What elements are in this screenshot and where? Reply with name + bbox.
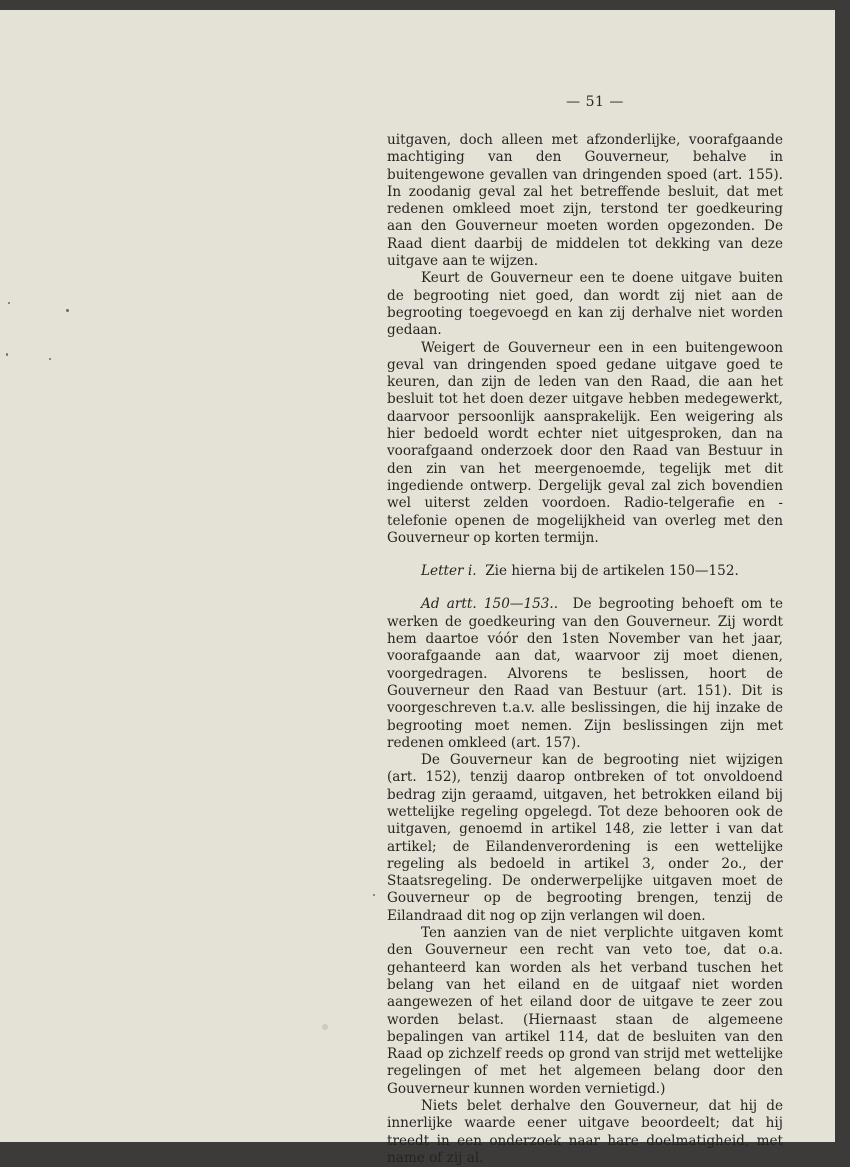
paragraph-ad-artt-lead: Ad artt. 150—153.. (421, 596, 559, 613)
paragraph-8: Niets belet derhalve den Gouverneur, dat hij de innerlijke waarde eener uitgave beoordeelt; dat hij treedt in een onderzoek naar hare doelmatigheid, met name of zij al. (387, 1098, 783, 1166)
paragraph-ad-artt (387, 596, 783, 752)
page-number: — 51 — (566, 94, 624, 110)
document-page (0, 10, 835, 1166)
paragraph-2: Keurt de Gouverneur een te doene uitgave buiten de begrooting niet goed, dan wordt zij niet aan de begrooting toegevoegd en kan zij derhalve niet worden gedaan. (387, 270, 783, 339)
paragraph-1: uitgaven, doch alleen met afzonderlijke, voorafgaande machtiging van den Gouverneur, behalve in buitengewone gevallen van dringenden spoed (art. 155). In zoodanig geval zal het betreffende besluit, dat met redenen omkleed moet zijn, terstond ter goedkeuring aan den Gouverneur moeten worden opgezonden. De Raad dient daarbij de middelen tot dekking van deze uitgave aan te wijzen. (387, 132, 783, 270)
paper-speck (322, 1024, 328, 1030)
body-text (387, 132, 783, 1167)
paragraph-7: Ten aanzien van de niet verplichte uitgaven komt den Gouverneur een recht van veto toe, dat o.a. gehanteerd kan worden als het verband tuschen het belang van het eiland en de uitgaaf niet worden aangewezen of het eiland door de uitgave te zeer zou worden belast. (Hiernaast staan de algemeene bepalingen van artikel 114, dat de besluiten van den Raad op zichzelf reeds op grond van strijd met wettelijke regelingen of met het algemeen belang door den Gouverneur kunnen worden vernietigd.) (387, 925, 783, 1097)
paper-speck (49, 358, 51, 360)
paragraph-3: Weigert de Gouverneur een in een buitengewoon geval van dringenden spoed gedane uitgave goed te keuren, dan zijn de leden van den Raad, die aan het besluit tot het doen dezer uitgave hebben medegewerkt, daarvoor persoonlijk aansprakelijk. Een weigering als hier bedoeld wordt echter niet uitgesproken, dan na voorafgaand onderzoek door den Raad van Bestuur in den zin van het meergenoemde, tegelijk met dit ingediende ontwerp. Dergelijk geval zal zich bovendien wel uiterst zelden voordoen. Radio-telgerafie en -telefonie openen de mogelijkheid van overleg met den Gouverneur op korten termijn. (387, 339, 783, 546)
paragraph-letter-i-lead: Letter i. (421, 563, 477, 580)
paragraph-letter-i (387, 563, 783, 580)
paper-speck (373, 894, 375, 896)
paper-speck (8, 302, 10, 304)
paragraph-letter-i-text: Zie hierna bij de artikelen 150—152. (485, 563, 739, 580)
paper-speck (6, 353, 8, 356)
paragraph-ad-artt-text: De begrooting behoeft om te werken de goedkeuring van den Gouverneur. Zij wordt hem daartoe vóór den 1sten November van het jaar, voorafgaande aan dat, waarvoor zij moet dienen, voorgedragen. Alvorens te beslissen, hoort de Gouverneur den Raad van Bestuur (art. 151). Dit is voorgeschreven t.a.v. alle beslissingen, die hij inzake de begrooting moet nemen. Zijn beslissingen zijn met redenen omkleed (art. 157). (387, 596, 783, 751)
paper-speck (66, 309, 69, 312)
paragraph-6: De Gouverneur kan de begrooting niet wijzigen (art. 152), tenzij daarop ontbreken of tot onvoldoend bedrag zijn geraamd, uitgaven, het betrokken eiland bij wettelijke regeling opgelegd. Tot deze behooren ook de uitgaven, genoemd in artikel 148, zie letter i van dat artikel; de Eilandenverordening is een wettelijke regeling als bedoeld in artikel 3, onder 2o., der Staatsregeling. De onderwerpelijke uitgaven moet de Gouverneur op de begrooting brengen, tenzij de Eilandraad dit nog op zijn verlangen wil doen. (387, 752, 783, 924)
